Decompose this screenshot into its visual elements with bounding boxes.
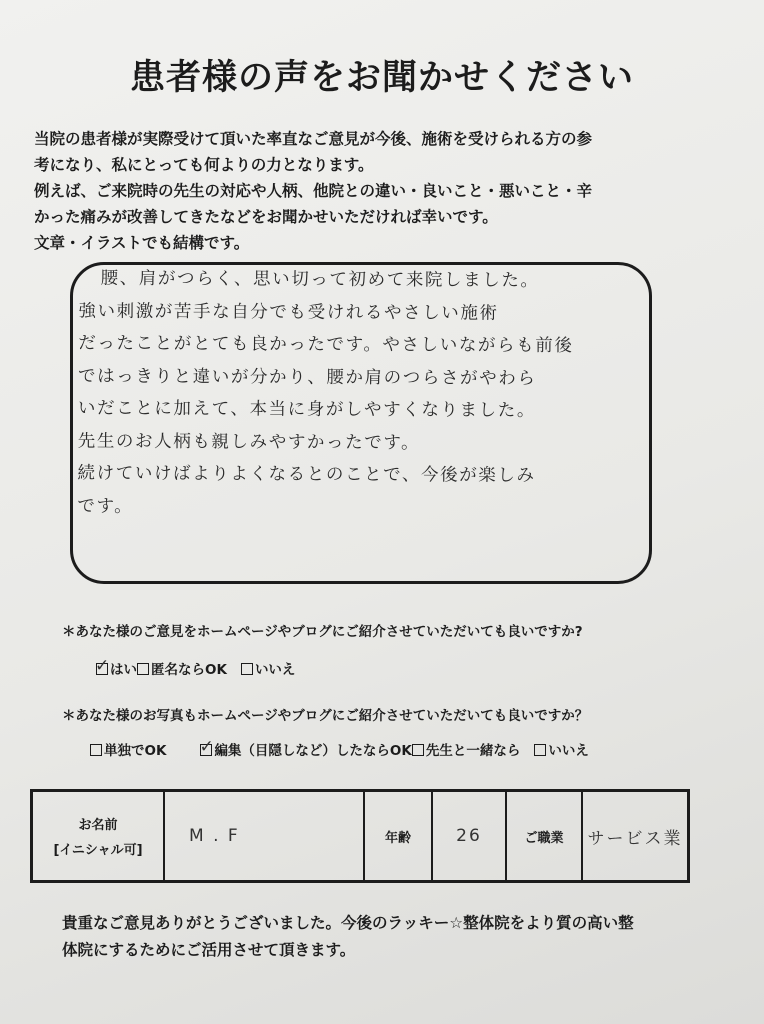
name-value: M . F	[189, 826, 240, 846]
option-anonymous-label: 匿名ならOK	[151, 662, 227, 678]
checkbox-anonymous[interactable]	[137, 663, 149, 675]
job-value-cell[interactable]	[582, 791, 689, 882]
option-alone-ok-label: 単独でOK	[104, 743, 167, 759]
checkbox-with-teacher[interactable]	[412, 744, 424, 756]
comment-line: だったことがとても良かったです。やさしいながらも前後	[78, 333, 574, 357]
footer-line: 貴重なご意見ありがとうございました。今後のラッキー☆整体院をより質の高い整	[62, 914, 634, 932]
question-2-options	[90, 739, 589, 759]
option-with-teacher[interactable]	[412, 739, 521, 759]
option-no-photo-label: いいえ	[548, 743, 589, 759]
checkbox-no-photo[interactable]	[534, 744, 546, 756]
option-no-photo[interactable]	[534, 739, 589, 759]
question-1-options	[96, 658, 295, 678]
option-alone-ok[interactable]	[90, 739, 166, 759]
name-label-cell	[32, 791, 165, 882]
option-edit-ok[interactable]	[200, 739, 411, 759]
comment-line: いだことに加えて、本当に身がしやすくなりました。	[77, 398, 537, 421]
comment-line: 先生のお人柄も親しみやすかったです。	[77, 431, 421, 453]
comment-line: 腰、肩がつらく、思い切って初めて来院しました。	[100, 268, 540, 291]
comment-line: ではっきりと違いが分かり、腰か肩のつらさがやわら	[78, 366, 537, 389]
option-no-label: いいえ	[254, 662, 296, 678]
footer-line: 体院にするためにご活用させて頂きます。	[62, 941, 356, 959]
page-title: 患者様の声をお聞かせください	[129, 58, 634, 98]
option-yes[interactable]	[96, 658, 137, 678]
age-value-cell[interactable]	[432, 791, 506, 882]
option-yes-label: はい	[110, 662, 137, 678]
info-table	[30, 789, 690, 883]
name-sublabel: [イニシャル可]	[53, 843, 143, 858]
option-no[interactable]	[241, 658, 296, 678]
intro-line: 考になり、私にとっても何よりの力となります。	[34, 156, 374, 174]
intro-line: かった痛みが改善してきたなどをお聞かせいただければ幸いです。	[34, 208, 498, 226]
age-value: 26	[456, 826, 482, 846]
intro-line: 当院の患者様が実際受けて頂いた率直なご意見が今後、施術を受けられる方の参	[34, 130, 593, 148]
option-anonymous[interactable]	[137, 658, 227, 678]
checkbox-yes[interactable]	[95, 656, 110, 676]
checkbox-edit-ok[interactable]	[199, 737, 214, 757]
check-mark-icon: ✓	[199, 737, 214, 757]
age-label-cell	[364, 791, 432, 882]
intro-text	[34, 126, 734, 256]
checkbox-alone-ok[interactable]	[90, 744, 102, 756]
comment-line: です。	[77, 496, 134, 517]
intro-line: 例えば、ご来院時の先生の対応や人柄、他院との違い・良いこと・悪いこと・辛	[34, 182, 593, 200]
footer-text	[62, 910, 722, 964]
question-2-text: ＊あなた様のお写真もホームページやブログにご紹介させていただいても良いですか？	[62, 708, 589, 724]
job-label: ご職業	[524, 830, 564, 846]
question-1-text: ＊あなた様のご意見をホームページやブログにご紹介させていただいても良いですか?	[62, 624, 583, 640]
option-edit-ok-label: 編集（目隠しなど）したならOK	[214, 743, 412, 759]
job-value: サービス業	[587, 828, 683, 849]
age-label: 年齢	[384, 830, 411, 846]
check-mark-icon: ✓	[95, 656, 110, 676]
checkbox-no[interactable]	[241, 663, 253, 675]
name-label: お名前	[78, 818, 118, 833]
name-value-cell[interactable]	[164, 791, 364, 882]
comment-line: 強い刺激が苦手な自分でも受けれるやさしい施術	[78, 301, 499, 324]
intro-line: 文章・イラストでも結構です。	[34, 234, 250, 252]
handwritten-comment	[77, 263, 648, 526]
job-label-cell	[506, 791, 582, 882]
option-with-teacher-label: 先生と一緒なら	[425, 743, 521, 759]
comment-line: 続けていけばよりよくなるとのことで、今後が楽しみ	[77, 463, 536, 486]
